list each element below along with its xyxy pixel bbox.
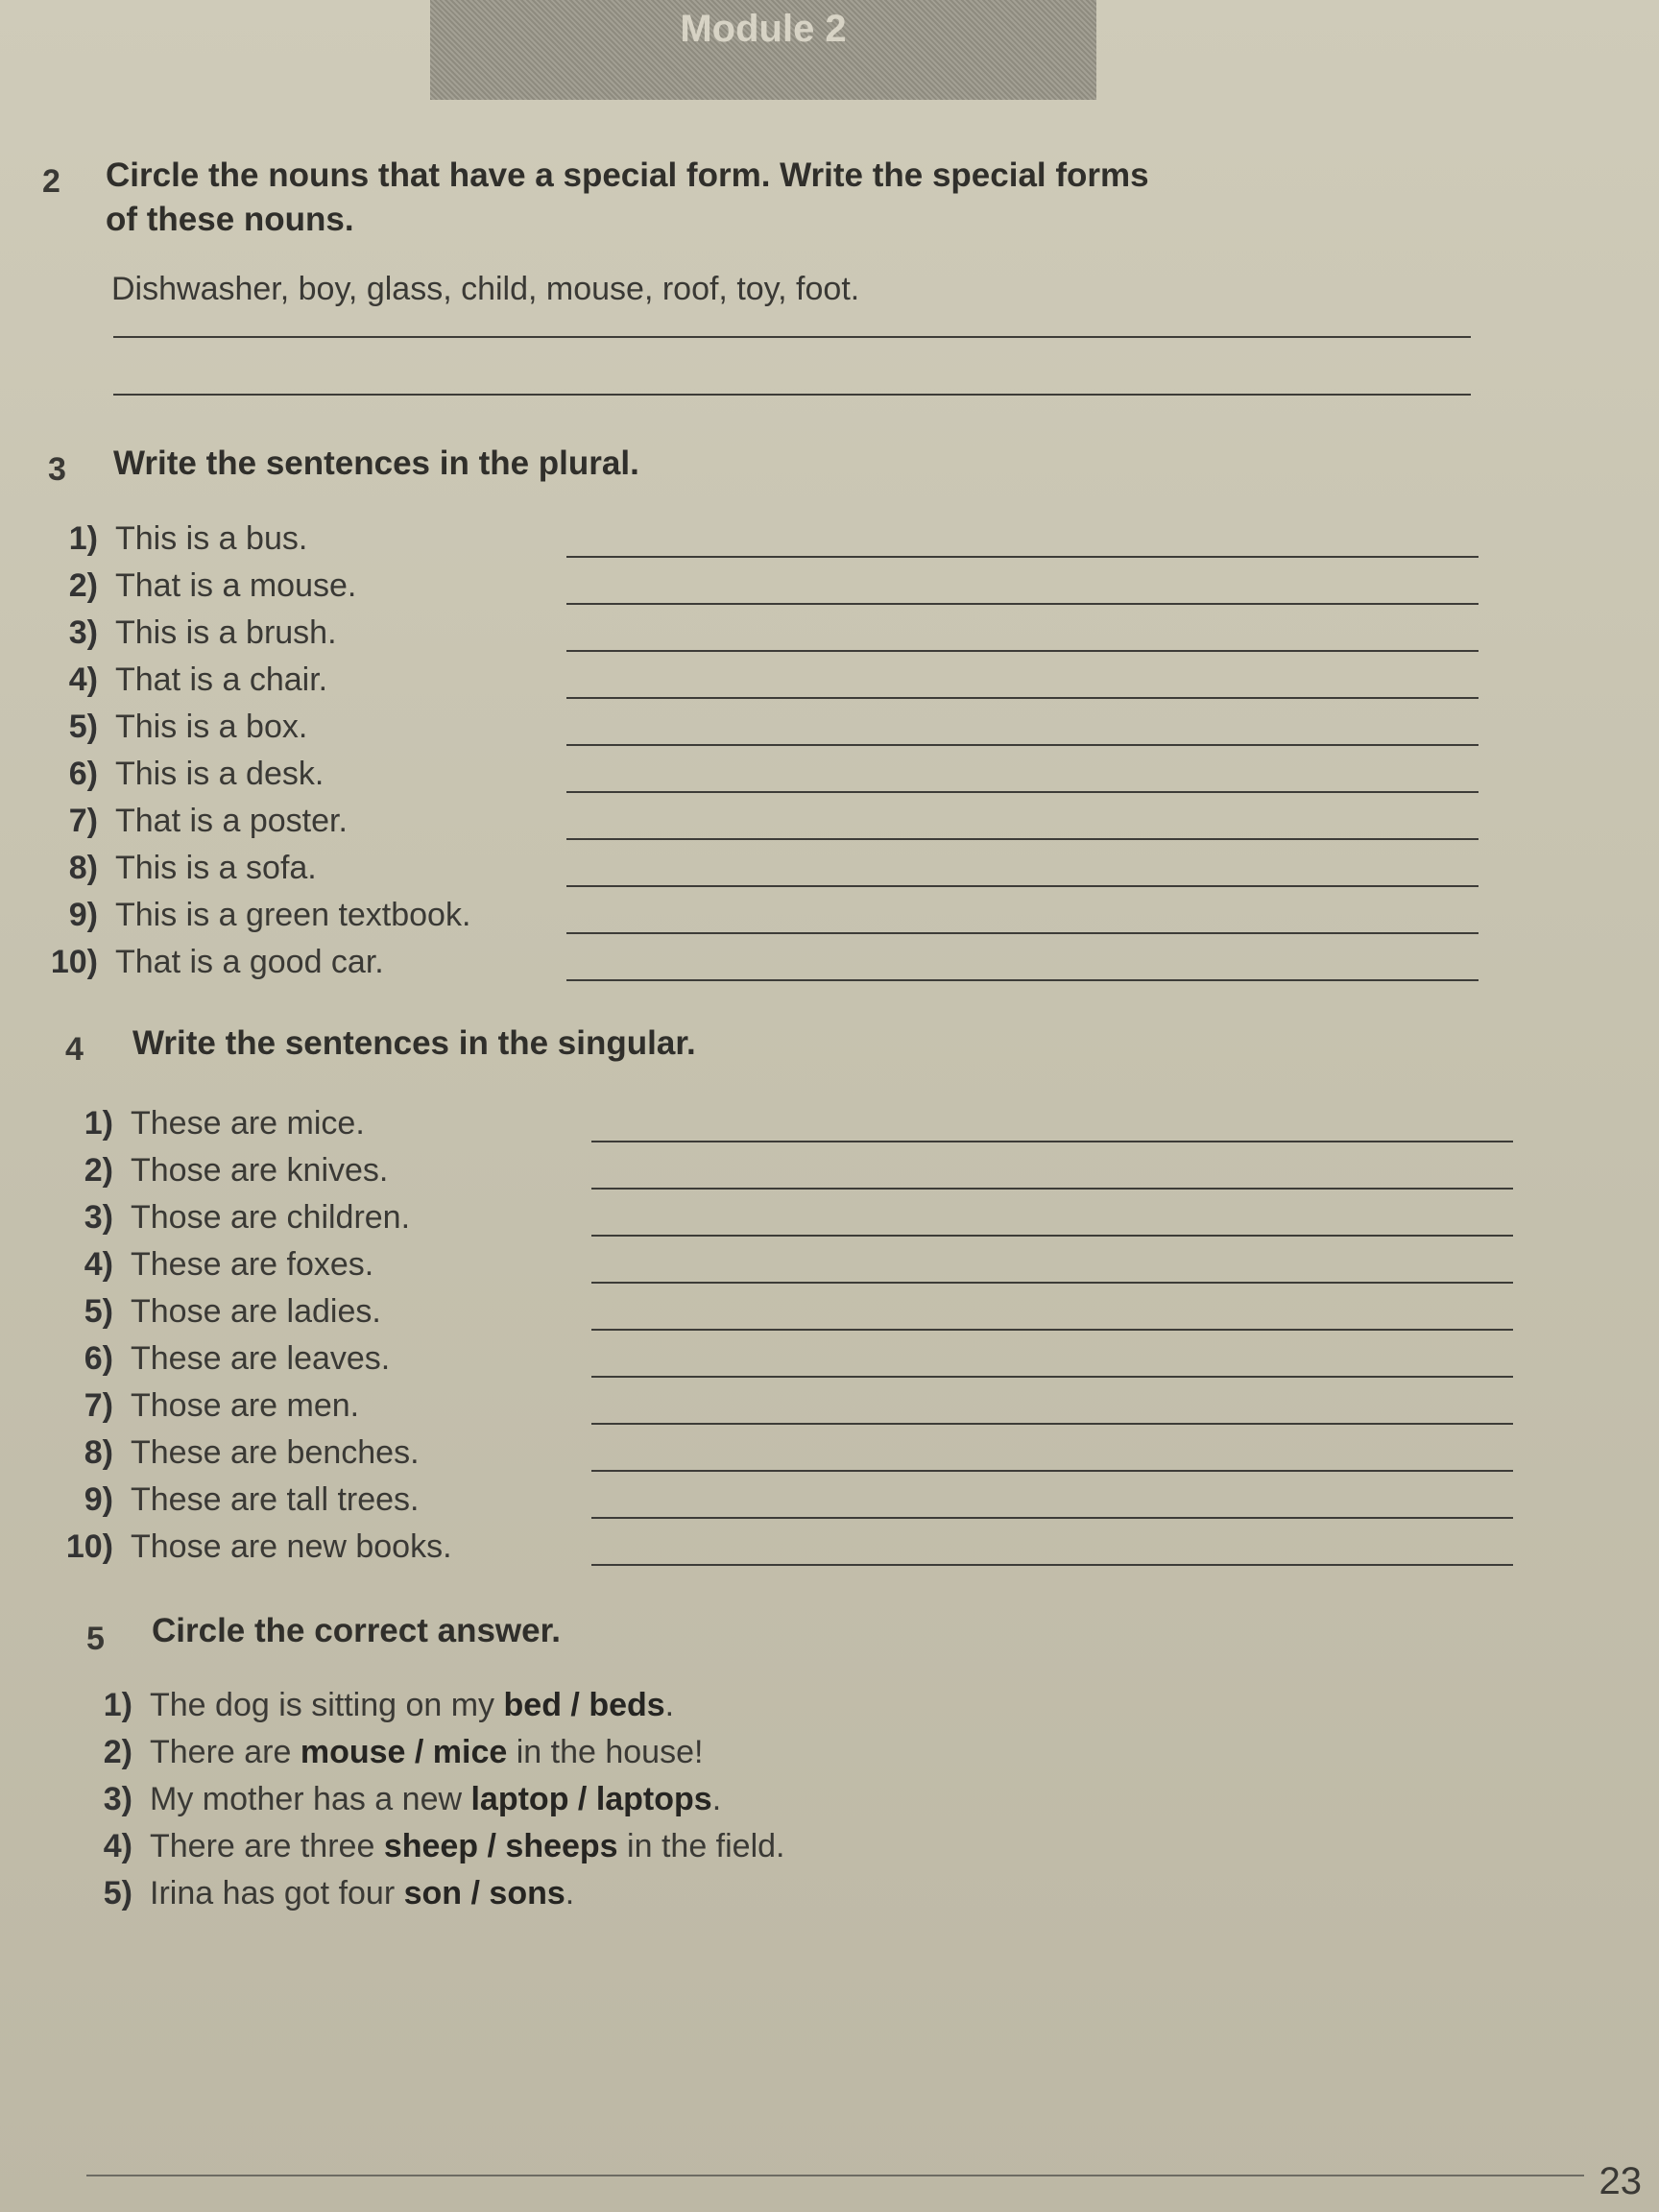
task-4-list bbox=[54, 1100, 1513, 1571]
item-number: 4) bbox=[103, 1828, 132, 1864]
answer-line[interactable] bbox=[566, 932, 1479, 934]
option-separator: / bbox=[561, 1687, 589, 1723]
item-sentence: That is a good car. bbox=[115, 944, 384, 980]
task-5-title: Circle the correct answer. bbox=[152, 1612, 562, 1649]
answer-line[interactable] bbox=[566, 650, 1479, 652]
option-singular[interactable]: mouse bbox=[300, 1734, 406, 1770]
item-number: 3) bbox=[84, 1199, 113, 1236]
item-number: 3) bbox=[103, 1781, 132, 1817]
option-plural[interactable]: beds bbox=[589, 1687, 665, 1723]
task-3-list bbox=[38, 516, 1498, 986]
item-sentence: This is a green textbook. bbox=[115, 897, 471, 933]
answer-line[interactable] bbox=[591, 1564, 1513, 1566]
answer-line[interactable] bbox=[113, 336, 1471, 338]
option-separator: / bbox=[405, 1734, 433, 1770]
answer-line[interactable] bbox=[591, 1517, 1513, 1519]
list-item bbox=[38, 939, 1498, 986]
item-number: 8) bbox=[68, 850, 98, 886]
list-item bbox=[38, 657, 1498, 704]
sentence-start: There are three bbox=[150, 1828, 375, 1864]
task-5-number: 5 bbox=[86, 1621, 105, 1657]
item-number: 2) bbox=[68, 567, 98, 604]
item-number: 10) bbox=[50, 944, 98, 980]
sentence-end: in the field. bbox=[617, 1828, 785, 1864]
item-sentence: These are foxes. bbox=[131, 1246, 374, 1283]
task-4-title: Write the sentences in the singular. bbox=[132, 1024, 696, 1062]
list-item bbox=[54, 1100, 1513, 1147]
item-sentence: This is a box. bbox=[115, 709, 308, 745]
sentence-end: . bbox=[664, 1687, 675, 1723]
item-number: 7) bbox=[68, 803, 98, 839]
list-item bbox=[38, 751, 1498, 798]
item-number: 8) bbox=[84, 1434, 113, 1471]
item-sentence: These are mice. bbox=[131, 1105, 365, 1142]
answer-line[interactable] bbox=[566, 697, 1479, 699]
item-sentence: Those are ladies. bbox=[131, 1293, 381, 1330]
item-number: 4) bbox=[68, 661, 98, 698]
sentence-start: Irina has got four bbox=[150, 1875, 396, 1911]
item-number: 1) bbox=[68, 520, 98, 557]
item-sentence: This is a sofa. bbox=[115, 850, 317, 886]
answer-line[interactable] bbox=[566, 979, 1479, 981]
item-number: 2) bbox=[103, 1734, 132, 1770]
list-item bbox=[54, 1335, 1513, 1382]
list-item bbox=[54, 1430, 1513, 1477]
module-label: Module 2 bbox=[680, 8, 847, 50]
item-sentence: That is a chair. bbox=[115, 661, 328, 698]
task-4-number: 4 bbox=[65, 1031, 84, 1068]
item-number: 9) bbox=[68, 897, 98, 933]
option-plural[interactable]: mice bbox=[432, 1734, 508, 1770]
item-sentence: These are tall trees. bbox=[131, 1481, 420, 1518]
item-number: 1) bbox=[84, 1105, 113, 1142]
item-number: 2) bbox=[84, 1152, 113, 1189]
answer-line[interactable] bbox=[566, 744, 1479, 746]
task-2-word-list: Dishwasher, boy, glass, child, mouse, roof, toy, foot. bbox=[111, 271, 860, 307]
item-number: 6) bbox=[84, 1340, 113, 1377]
item-sentence: Those are knives. bbox=[131, 1152, 389, 1189]
item-sentence: Those are men. bbox=[131, 1387, 360, 1424]
option-singular[interactable]: bed bbox=[503, 1687, 562, 1723]
sentence-end: . bbox=[565, 1875, 575, 1911]
option-separator: / bbox=[462, 1875, 490, 1911]
answer-line[interactable] bbox=[113, 394, 1471, 396]
list-item bbox=[54, 1524, 1513, 1571]
list-item bbox=[54, 1194, 1513, 1241]
option-plural[interactable]: sheeps bbox=[505, 1828, 618, 1864]
item-number: 5) bbox=[84, 1293, 113, 1330]
task-5-list bbox=[73, 1682, 1417, 1917]
list-item bbox=[54, 1147, 1513, 1194]
item-sentence: This is a brush. bbox=[115, 614, 337, 651]
option-separator: / bbox=[568, 1781, 596, 1817]
option-separator: / bbox=[478, 1828, 506, 1864]
list-item bbox=[38, 516, 1498, 563]
task-3-title: Write the sentences in the plural. bbox=[113, 445, 639, 482]
footer-rule bbox=[86, 2175, 1584, 2176]
item-sentence bbox=[150, 1776, 721, 1823]
item-number: 3) bbox=[68, 614, 98, 651]
answer-line[interactable] bbox=[566, 791, 1479, 793]
answer-line[interactable] bbox=[591, 1423, 1513, 1425]
item-sentence: These are leaves. bbox=[131, 1340, 391, 1377]
answer-line[interactable] bbox=[591, 1470, 1513, 1472]
answer-line[interactable] bbox=[591, 1376, 1513, 1378]
list-item bbox=[38, 892, 1498, 939]
item-sentence bbox=[150, 1729, 703, 1776]
item-sentence: That is a poster. bbox=[115, 803, 348, 839]
answer-line[interactable] bbox=[591, 1282, 1513, 1284]
item-sentence bbox=[150, 1823, 785, 1870]
task-2-number: 2 bbox=[42, 163, 60, 200]
item-number: 9) bbox=[84, 1481, 113, 1518]
list-item bbox=[54, 1241, 1513, 1288]
item-sentence: This is a bus. bbox=[115, 520, 308, 557]
task-3-number: 3 bbox=[48, 451, 66, 488]
item-number: 4) bbox=[84, 1246, 113, 1283]
list-item bbox=[54, 1382, 1513, 1430]
item-sentence: Those are children. bbox=[131, 1199, 411, 1236]
list-item bbox=[38, 704, 1498, 751]
list-item bbox=[73, 1729, 1417, 1776]
answer-line[interactable] bbox=[591, 1141, 1513, 1142]
option-singular[interactable]: son bbox=[403, 1875, 463, 1911]
item-sentence: This is a desk. bbox=[115, 756, 325, 792]
sentence-start: My mother has a new bbox=[150, 1781, 463, 1817]
list-item bbox=[54, 1477, 1513, 1524]
answer-line[interactable] bbox=[566, 556, 1479, 558]
option-plural[interactable]: laptops bbox=[595, 1781, 712, 1817]
task-2-title-line1: Circle the nouns that have a special form. Write the special forms bbox=[106, 156, 1149, 194]
list-item bbox=[73, 1823, 1417, 1870]
sentence-end: in the house! bbox=[507, 1734, 704, 1770]
item-sentence: Those are new books. bbox=[131, 1528, 452, 1565]
item-number: 1) bbox=[103, 1687, 132, 1723]
task-2-title-line2: of these nouns. bbox=[106, 201, 354, 238]
item-sentence bbox=[150, 1870, 574, 1917]
item-sentence bbox=[150, 1682, 674, 1729]
sentence-end: . bbox=[711, 1781, 722, 1817]
list-item bbox=[54, 1288, 1513, 1335]
answer-line[interactable] bbox=[591, 1188, 1513, 1190]
item-number: 5) bbox=[68, 709, 98, 745]
list-item bbox=[73, 1682, 1417, 1729]
sentence-start: There are bbox=[150, 1734, 292, 1770]
answer-line[interactable] bbox=[591, 1329, 1513, 1331]
answer-line[interactable] bbox=[566, 603, 1479, 605]
sentence-start: The dog is sitting on my bbox=[150, 1687, 495, 1723]
list-item bbox=[73, 1776, 1417, 1823]
list-item bbox=[38, 563, 1498, 610]
answer-line[interactable] bbox=[591, 1235, 1513, 1237]
list-item bbox=[38, 845, 1498, 892]
answer-line[interactable] bbox=[566, 885, 1479, 887]
item-number: 6) bbox=[68, 756, 98, 792]
item-number: 10) bbox=[65, 1528, 113, 1565]
item-sentence: These are benches. bbox=[131, 1434, 420, 1471]
item-sentence: That is a mouse. bbox=[115, 567, 357, 604]
module-banner bbox=[430, 0, 1096, 100]
list-item bbox=[73, 1870, 1417, 1917]
option-plural[interactable]: sons bbox=[489, 1875, 565, 1911]
option-singular[interactable]: sheep bbox=[383, 1828, 479, 1864]
option-singular[interactable]: laptop bbox=[470, 1781, 569, 1817]
page-number: 23 bbox=[1599, 2160, 1642, 2202]
item-number: 5) bbox=[103, 1875, 132, 1911]
list-item bbox=[38, 610, 1498, 657]
list-item bbox=[38, 798, 1498, 845]
item-number: 7) bbox=[84, 1387, 113, 1424]
answer-line[interactable] bbox=[566, 838, 1479, 840]
